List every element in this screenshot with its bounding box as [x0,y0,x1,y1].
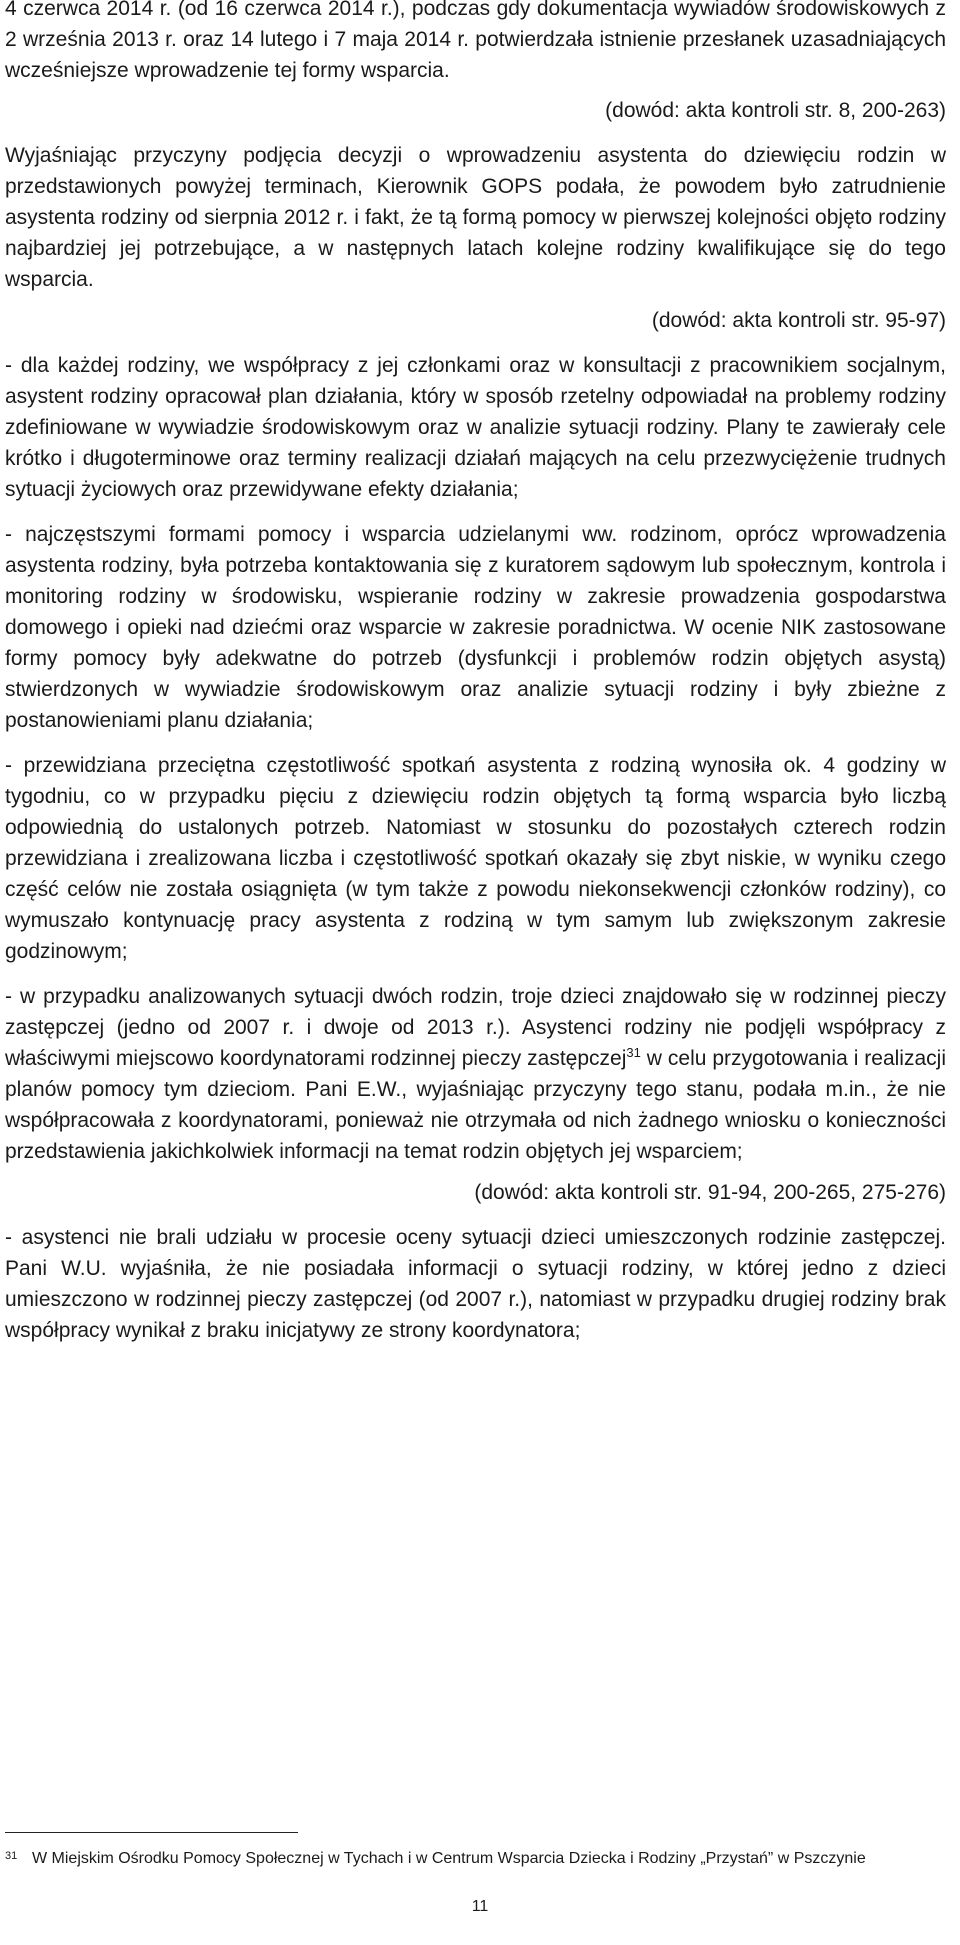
paragraph-intro: 4 czerwca 2014 r. (od 16 czerwca 2014 r.), podczas gdy dokumentacja wywiadów środowiskowych z 2 września 2013 r. oraz 14 lutego i 7 maja 2014 r. potwierdzała istnienie przesłanek uzasadniających wcześniejsze wprowadzenie tej formy wsparcia. [5,0,946,82]
footnote-reference: 31 [626,1045,641,1060]
paragraph-foster-care-part2: w celu przygotowania i realizacji planów pomocy tym dzieciom. Pani E.W., wyjaśniając przyczyny tego stanu, podała m.in., że nie współpracowała z koordynatorami, ponieważ nie otrzymała od nich żadnego wniosku o konieczności przedstawienia jakichkolwiek informacji na temat rodzin objętych jej wsparciem; [5,1047,946,1163]
paragraph-assessment: - asystenci nie brali udziału w procesie oceny sytuacji dzieci umieszczonych rodzinie zastępczej. Pani W.U. wyjaśniła, że nie posiadała informacji o sytuacji rodziny, w której jedno z dzieci umieszczono w rodzinnej pieczy zastępczej (od 2007 r.), natomiast w przypadku drugiej rodziny brak współpracy wynikał z braku inicjatywy ze strony koordynatora; [5,1226,946,1342]
evidence-note-1: (dowód: akta kontroli str. 8, 200-263) [605,99,946,122]
page-number: 11 [471,1898,489,1915]
footnote-text: W Miejskim Ośrodku Pomocy Społecznej w Tychach i w Centrum Wsparcia Dziecka i Rodziny „Przystań” w Pszczynie [32,1850,866,1867]
paragraph-frequency: - przewidziana przeciętna częstotliwość spotkań asystenta z rodziną wynosiła ok. 4 godziny w tygodniu, co w przypadku pięciu z dziewięciu rodzin objętych tą formą wsparcia było liczbą odpowiednią do ustalonych potrzeb. Natomiast w stosunku do pozostałych czterech rodzin przewidziana i zrealizowana liczba i częstotliwość spotkań okazały się zbyt niskie, w wyniku czego część celów nie została osiągnięta (w tym także z powodu niekonsekwencji członków rodziny), co wymuszało kontynuację pracy asystenta z rodziną w tym samym lub zwiększonym zakresie godzinowym; [5,754,946,963]
paragraph-foster-care-part1: - w przypadku analizowanych sytuacji dwóch rodzin, troje dzieci znajdowało się w rodzinnej pieczy zastępczej (jedno od 2007 r. i dwoje od 2013 r.). Asystenci rodziny nie podjęli współpracy z właściwymi miejscowo koordynatorami rodzinnej pieczy zastępczej [5,985,946,1070]
paragraph-foster-care [5,981,946,1167]
footnote-separator [5,1832,298,1833]
paragraph-explanation: Wyjaśniając przyczyny podjęcia decyzji o wprowadzeniu asystenta do dziewięciu rodzin w przedstawionych powyżej terminach, Kierownik GOPS podała, że powodem było zatrudnienie asystenta rodziny od sierpnia 2012 r. i fakt, że tą formą pomocy w pierwszej kolejności objęto rodziny najbardziej jej potrzebujące, a w następnych latach kolejne rodziny kwalifikujące się do tego wsparcia. [5,144,946,291]
evidence-note-2: (dowód: akta kontroli str. 95-97) [651,309,946,332]
evidence-note-3: (dowód: akta kontroli str. 91-94, 200-265, 275-276) [474,1181,946,1204]
paragraph-plan: - dla każdej rodziny, we współpracy z jej członkami oraz w konsultacji z pracownikiem socjalnym, asystent rodziny opracował plan działania, który w sposób rzetelny odpowiadał na problemy rodziny zdefiniowane w wywiadzie środowiskowym oraz w analizie sytuacji rodziny. Plany te zawierały cele krótko i długoterminowe oraz terminy realizacji działań mających na celu przezwyciężenie trudnych sytuacji życiowych oraz przewidywane efekty działania; [5,354,946,501]
footnote [5,1848,935,1870]
paragraph-forms-of-help: - najczęstszymi formami pomocy i wsparcia udzielanymi ww. rodzinom, oprócz wprowadzenia asystenta rodziny, była potrzeba kontaktowania się z kuratorem sądowym lub społecznym, kontrola i monitoring rodziny w środowisku, wspieranie rodziny w zakresie prowadzenia gospodarstwa domowego i opieki nad dziećmi oraz wsparcie w zakresie poradnictwa. W ocenie NIK zastosowane formy pomocy były adekwatne do potrzeb (dysfunkcji i problemów rodzin objętych asystą) stwierdzonych w wywiadzie środowiskowym oraz analizie sytuacji rodziny i były zbieżne z postanowieniami planu działania; [5,523,946,732]
footnote-number: 31 [5,1850,18,1862]
